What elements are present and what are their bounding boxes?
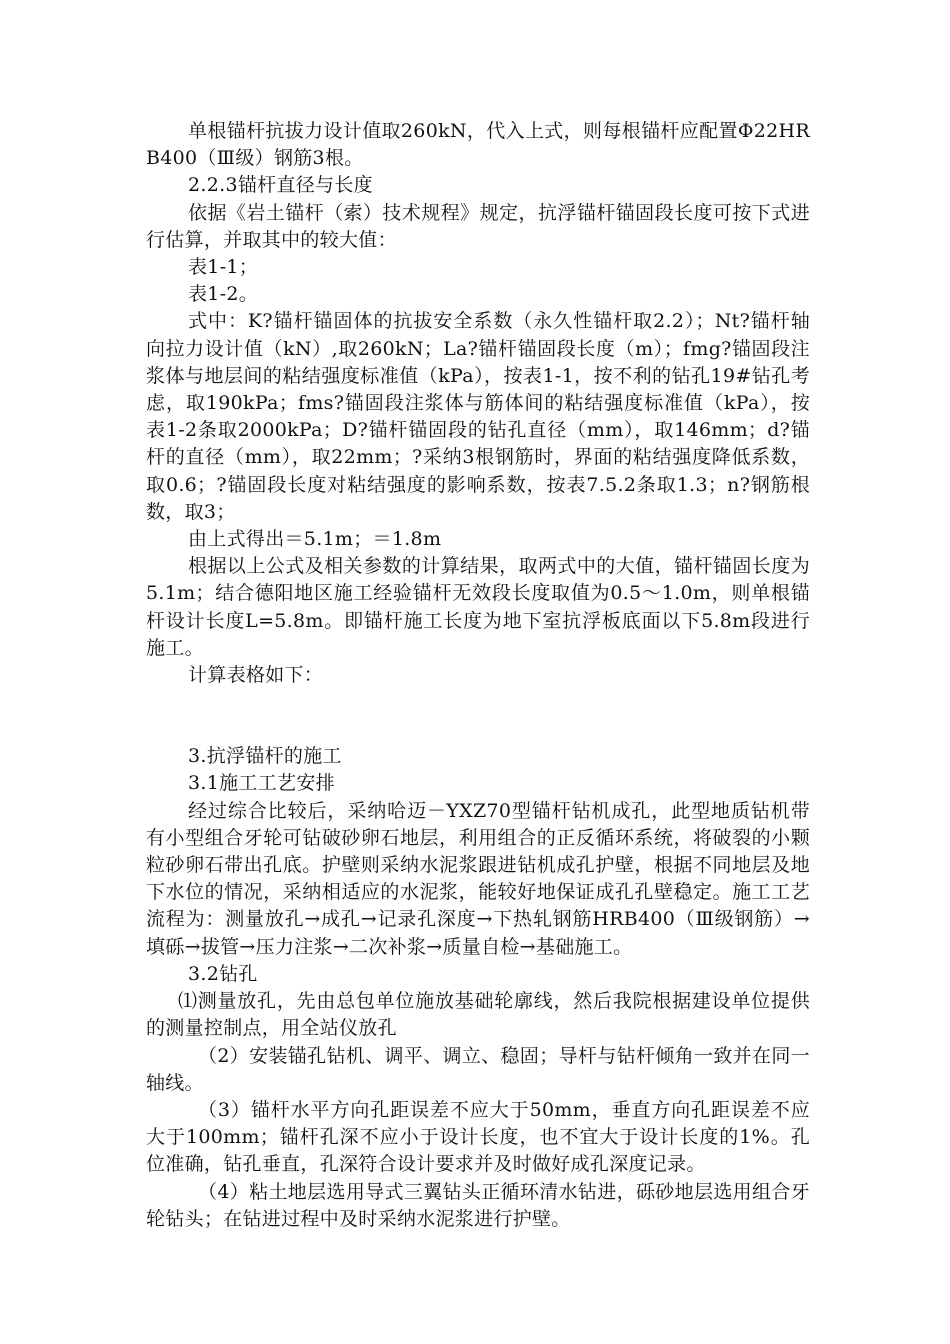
document-page [146, 118, 810, 1233]
heading-2-2-3: 2.2.3锚杆直径与长度 [188, 174, 373, 197]
paragraph-anchor-capacity: 单根锚杆抗拔力设计值取260kN，代入上式，则每根锚杆应配置Φ22HRB400（Ⅲ级）钢筋3根。 [146, 120, 810, 170]
paragraph-process-arrangement: 经过综合比较后，采纳哈迈－YXZ70型锚杆钻机成孔，此型地质钻机带有小型组合牙轮可钻破砂卵石地层，利用组合的正反循环系统，将破裂的小颗粒砂卵石带出孔底。护壁则采纳水泥浆跟进钻机成孔护壁，根据不同地层及地下水位的情况，采纳相适应的水泥浆，能较好地保证成孔孔壁稳定。施工工艺流程为：测量放孔→成孔→记录孔深度→下热轧钢筋HRB400（Ⅲ级钢筋）→填砾→拔管→压力注浆→二次补浆→质量自检→基础施工。 [146, 799, 810, 958]
paragraph-table-1-2: 表1-2。 [188, 283, 259, 306]
paragraph-calc-table: 计算表格如下： [188, 664, 324, 687]
blank-gap [146, 689, 810, 743]
paragraph-formula-definitions: 式中：K?锚杆锚固体的抗拔安全系数（永久性锚杆取2.2）；Nt?锚杆轴向拉力设计值（kN）,取260kN；La?锚杆锚固段长度（m）；fmg?锚固段注浆体与地层间的粘结强度标准值（kPa），按表1-1，按不利的钻孔19#钻孔考虑，取190kPa；fms?锚固段注浆体与筋体间的粘结强度标准值（kPa），按表1-2条取2000kPa；D?锚杆锚固段的钻孔直径（mm），取146mm；d?锚杆的直径（mm），取22mm；?采纳3根钢筋时，界面的粘结强度降低系数，取0.6；?锚固段长度对粘结强度的影响系数，按表7.5.2条取1.3；n?钢筋根数，取3； [146, 310, 810, 523]
list-item-3: （3）锚杆水平方向孔距误差不应大于50mm，垂直方向孔距误差不应大于100mm；锚杆孔深不应小于设计长度，也不宜大于设计长度的1%。孔位准确，钻孔垂直，孔深符合设计要求并及时做好成孔深度记录。 [146, 1098, 810, 1176]
paragraph-anchor-length: 根据以上公式及相关参数的计算结果，取两式中的大值，锚杆锚固长度为5.1m；结合德阳地区施工经验锚杆无效段长度取值为0.5～1.0m，则单根锚杆设计长度L=5.8m。即锚杆施工长度为地下室抗浮板底面以下5.8m段进行施工。 [146, 555, 810, 659]
list-item-4: （4）粘土地层选用导式三翼钻头正循环清水钻进，砾砂地层选用组合牙轮钻头；在钻进过程中及时采纳水泥浆进行护壁。 [146, 1180, 810, 1230]
list-item-1: ⑴测量放孔，先由总包单位施放基础轮廓线，然后我院根据建设单位提供的测量控制点，用全站仪放孔 [146, 990, 810, 1040]
heading-section-3-2: 3.2钻孔 [188, 962, 258, 985]
paragraph-regulation: 依据《岩土锚杆（索）技术规程》规定，抗浮锚杆锚固段长度可按下式进行估算，并取其中的较大值： [146, 201, 810, 251]
paragraph-table-1-1: 表1-1； [188, 256, 259, 279]
paragraph-result: 由上式得出＝5.1m；＝1.8m [188, 528, 442, 551]
heading-section-3: 3.抗浮锚杆的施工 [188, 745, 342, 768]
heading-section-3-1: 3.1施工工艺安排 [188, 772, 335, 795]
list-item-2: （2）安装锚孔钻机、调平、调立、稳固；导杆与钻杆倾角一致并在同一轴线。 [146, 1044, 810, 1094]
